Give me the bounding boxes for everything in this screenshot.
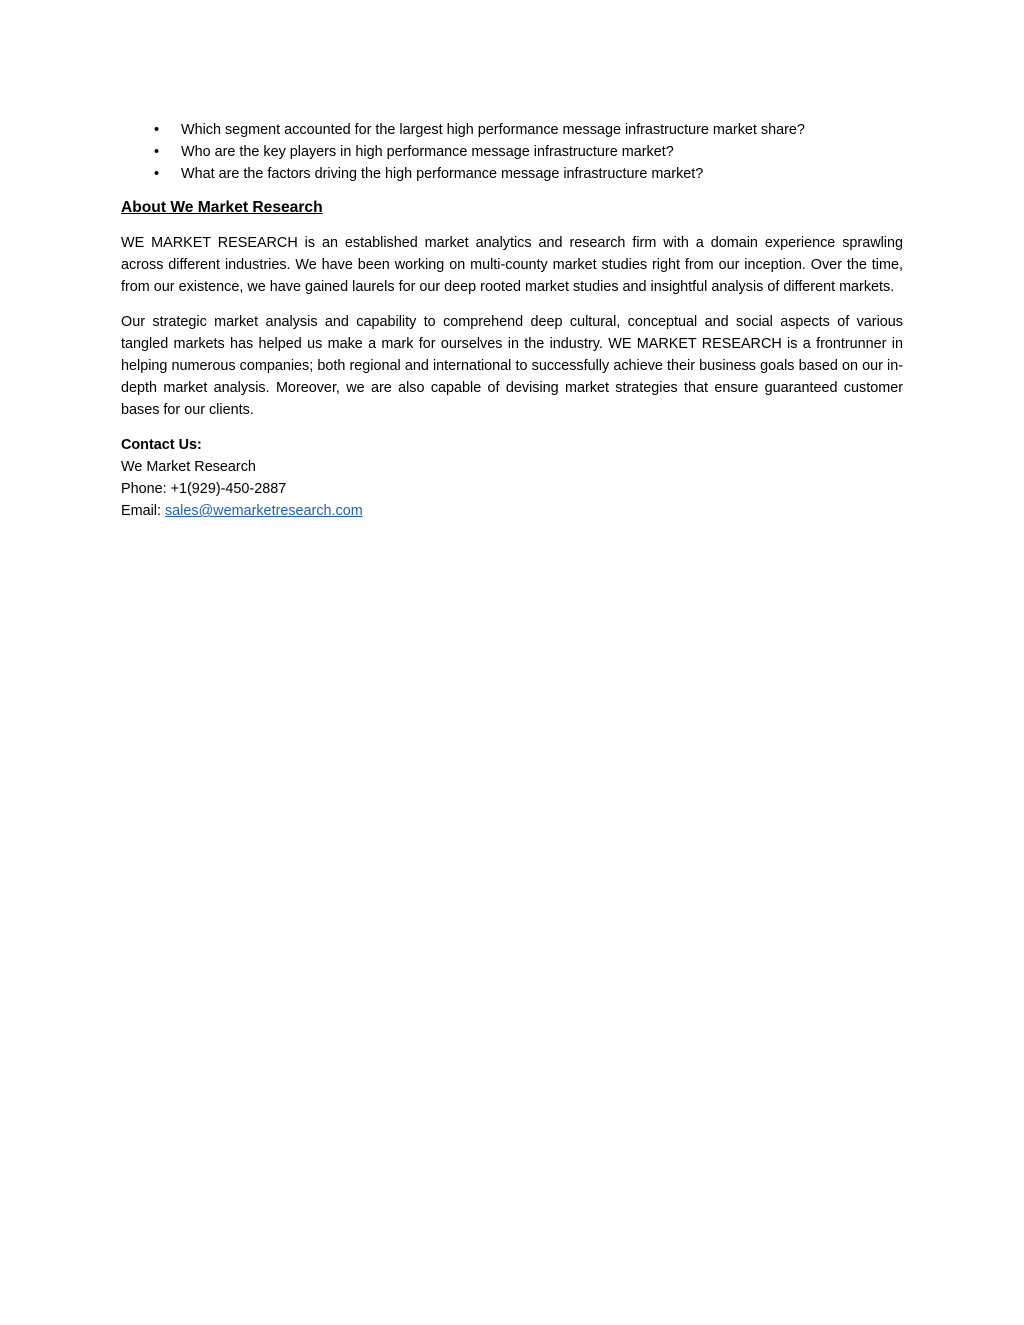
list-item [121, 163, 903, 185]
list-item [121, 141, 903, 163]
bullet-icon: • [154, 166, 160, 182]
about-heading: About We Market Research [121, 199, 323, 216]
about-paragraph: WE MARKET RESEARCH is an established market analytics and research firm with a domain experience sprawling across different industries. We have been working on multi-county market studies right from our inception. Over the time, from our existence, we have gained laurels for our deep rooted market studies and insightful analysis of different markets. [121, 235, 903, 295]
contact-company: We Market Research [121, 459, 256, 475]
document-page [121, 119, 903, 522]
list-item-text: What are the factors driving the high performance message infrastructure market? [181, 166, 704, 182]
bullet-icon: • [154, 122, 160, 138]
question-list [121, 119, 903, 185]
list-item-text: Which segment accounted for the largest high performance message infrastructure market share? [181, 122, 805, 138]
list-item [121, 119, 903, 141]
list-item-text: Who are the key players in high performance message infrastructure market? [181, 144, 674, 160]
about-paragraph: Our strategic market analysis and capability to comprehend deep cultural, conceptual and social aspects of various tangled markets has helped us make a mark for ourselves in the industry. WE MARKET RESEARCH is a frontrunner in helping numerous companies; both regional and international to successfully achieve their business goals based on our in-depth market analysis. Moreover, we are also capable of devising market strategies that ensure guaranteed customer bases for our clients. [121, 314, 903, 418]
email-label: Email: [121, 503, 165, 519]
contact-heading: Contact Us: [121, 437, 202, 453]
contact-phone: Phone: +1(929)-450-2887 [121, 481, 287, 497]
contact-block [121, 434, 903, 522]
email-link[interactable]: sales@wemarketresearch.com [164, 503, 363, 519]
bullet-icon: • [154, 144, 160, 160]
contact-email-line [121, 500, 903, 522]
